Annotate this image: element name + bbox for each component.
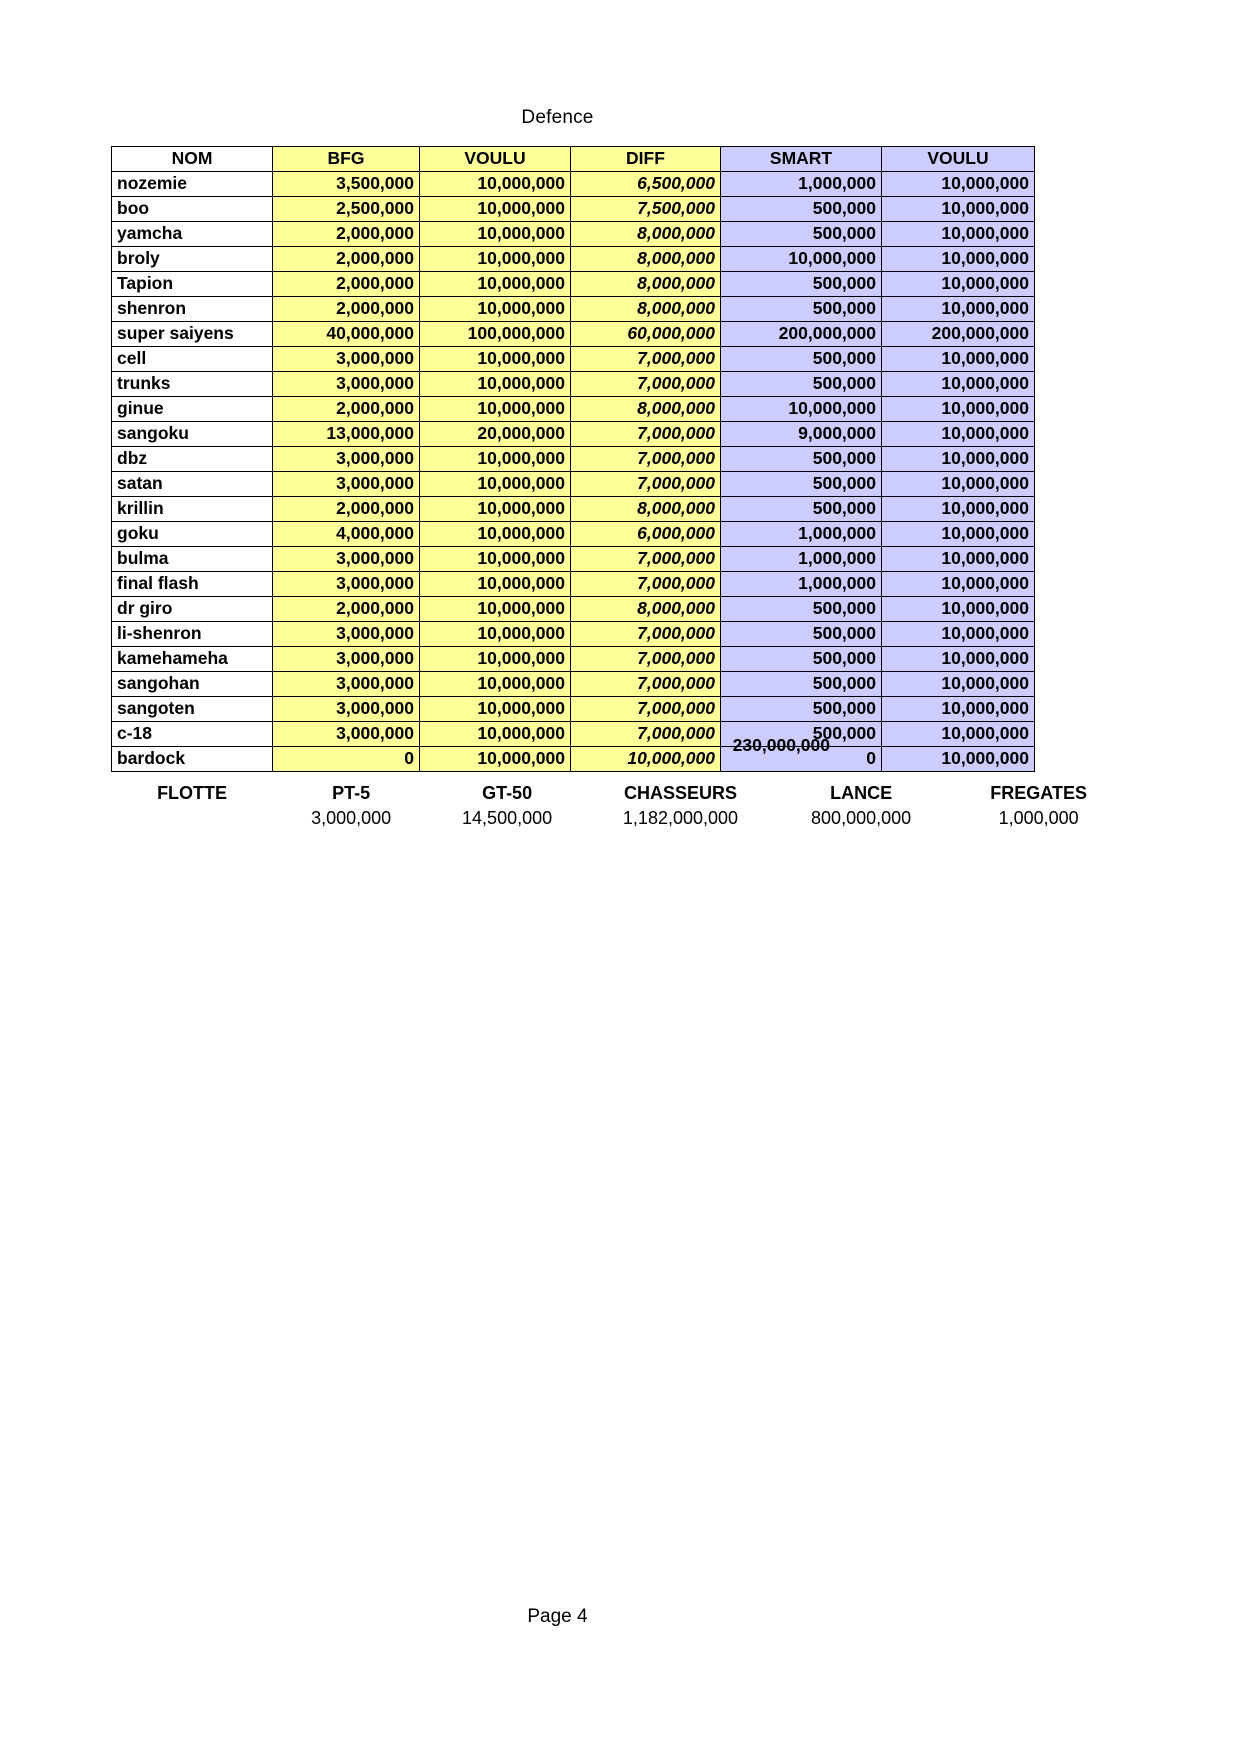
cell-smart: 500,000 bbox=[721, 647, 882, 672]
cell-voulu2: 10,000,000 bbox=[882, 597, 1035, 622]
cell-voulu2: 10,000,000 bbox=[882, 447, 1035, 472]
cell-voulu2: 10,000,000 bbox=[882, 247, 1035, 272]
cell-voulu2: 10,000,000 bbox=[882, 647, 1035, 672]
table-row bbox=[112, 622, 1035, 647]
flotte-value-pt5: 3,000,000 bbox=[311, 808, 392, 828]
cell-bfg: 3,000,000 bbox=[273, 547, 420, 572]
cell-voulu2: 10,000,000 bbox=[882, 297, 1035, 322]
table-row bbox=[112, 447, 1035, 472]
cell-smart: 1,000,000 bbox=[721, 547, 882, 572]
cell-diff: 7,500,000 bbox=[571, 197, 721, 222]
table-row bbox=[112, 222, 1035, 247]
cell-diff: 7,000,000 bbox=[571, 422, 721, 447]
cell-smart: 500,000 bbox=[721, 272, 882, 297]
table-row bbox=[112, 597, 1035, 622]
cell-nom: c-18 bbox=[112, 722, 273, 747]
cell-voulu2: 10,000,000 bbox=[882, 747, 1035, 772]
cell-smart: 500,000 bbox=[721, 297, 882, 322]
cell-smart: 1,000,000 bbox=[721, 172, 882, 197]
cell-voulu2: 10,000,000 bbox=[882, 622, 1035, 647]
cell-diff: 7,000,000 bbox=[571, 697, 721, 722]
cell-diff: 7,000,000 bbox=[571, 347, 721, 372]
defence-table bbox=[111, 146, 1035, 772]
column-header-voulu2: VOULU bbox=[882, 147, 1035, 172]
table-row bbox=[112, 697, 1035, 722]
cell-nom: kamehameha bbox=[112, 647, 273, 672]
flotte-value-lance: 800,000,000 bbox=[811, 808, 912, 828]
flotte-table bbox=[111, 780, 1131, 829]
cell-diff: 8,000,000 bbox=[571, 397, 721, 422]
cell-voulu: 10,000,000 bbox=[420, 397, 571, 422]
flotte-header-row bbox=[111, 780, 1131, 806]
cell-nom: dbz bbox=[112, 447, 273, 472]
cell-voulu: 10,000,000 bbox=[420, 722, 571, 747]
cell-voulu: 10,000,000 bbox=[420, 272, 571, 297]
cell-bfg: 2,000,000 bbox=[273, 497, 420, 522]
cell-diff: 7,000,000 bbox=[571, 447, 721, 472]
flotte-value-chasseurs: 1,182,000,000 bbox=[622, 808, 739, 828]
cell-nom: bulma bbox=[112, 547, 273, 572]
table-row bbox=[112, 347, 1035, 372]
cell-bfg: 2,000,000 bbox=[273, 297, 420, 322]
cell-smart: 500,000 bbox=[721, 197, 882, 222]
flotte-value-gt50: 14,500,000 bbox=[462, 808, 553, 828]
column-header-nom: NOM bbox=[112, 147, 273, 172]
cell-voulu: 10,000,000 bbox=[420, 347, 571, 372]
cell-nom: cell bbox=[112, 347, 273, 372]
cell-voulu2: 10,000,000 bbox=[882, 547, 1035, 572]
cell-bfg: 2,000,000 bbox=[273, 272, 420, 297]
cell-voulu: 10,000,000 bbox=[420, 372, 571, 397]
cell-voulu: 10,000,000 bbox=[420, 247, 571, 272]
cell-diff: 6,000,000 bbox=[571, 522, 721, 547]
header-row bbox=[112, 147, 1035, 172]
cell-bfg: 2,000,000 bbox=[273, 397, 420, 422]
cell-bfg: 3,000,000 bbox=[273, 447, 420, 472]
cell-nom: satan bbox=[112, 472, 273, 497]
cell-smart: 500,000 bbox=[721, 222, 882, 247]
cell-bfg: 3,000,000 bbox=[273, 622, 420, 647]
table-row bbox=[112, 247, 1035, 272]
cell-voulu: 10,000,000 bbox=[420, 597, 571, 622]
column-header-voulu: VOULU bbox=[420, 147, 571, 172]
flotte-header-pt5: PT-5 bbox=[332, 783, 371, 803]
cell-nom: broly bbox=[112, 247, 273, 272]
cell-diff: 8,000,000 bbox=[571, 297, 721, 322]
cell-diff: 8,000,000 bbox=[571, 222, 721, 247]
cell-bfg: 3,000,000 bbox=[273, 472, 420, 497]
cell-bfg: 3,000,000 bbox=[273, 647, 420, 672]
cell-voulu2: 10,000,000 bbox=[882, 522, 1035, 547]
cell-smart: 0 bbox=[721, 747, 882, 772]
cell-voulu: 10,000,000 bbox=[420, 672, 571, 697]
cell-smart: 200,000,000 bbox=[721, 322, 882, 347]
column-header-bfg: BFG bbox=[273, 147, 420, 172]
cell-diff: 7,000,000 bbox=[571, 647, 721, 672]
cell-smart: 500,000 bbox=[721, 722, 882, 747]
cell-voulu2: 10,000,000 bbox=[882, 472, 1035, 497]
cell-nom: nozemie bbox=[112, 172, 273, 197]
cell-voulu2: 10,000,000 bbox=[882, 347, 1035, 372]
cell-nom: final flash bbox=[112, 572, 273, 597]
cell-diff: 7,000,000 bbox=[571, 372, 721, 397]
cell-smart: 10,000,000 bbox=[721, 247, 882, 272]
cell-smart: 10,000,000 bbox=[721, 397, 882, 422]
cell-bfg: 0 bbox=[273, 747, 420, 772]
table-row bbox=[112, 647, 1035, 672]
cell-bfg: 3,000,000 bbox=[273, 672, 420, 697]
table-header bbox=[112, 147, 1035, 172]
cell-bfg: 3,000,000 bbox=[273, 347, 420, 372]
cell-voulu2: 10,000,000 bbox=[882, 722, 1035, 747]
table-row bbox=[112, 497, 1035, 522]
cell-nom: trunks bbox=[112, 372, 273, 397]
cell-diff: 8,000,000 bbox=[571, 247, 721, 272]
cell-bfg: 13,000,000 bbox=[273, 422, 420, 447]
cell-diff: 8,000,000 bbox=[571, 597, 721, 622]
cell-bfg: 3,000,000 bbox=[273, 722, 420, 747]
cell-diff: 7,000,000 bbox=[571, 622, 721, 647]
page-footer: Page 4 bbox=[527, 1606, 588, 1627]
cell-voulu2: 10,000,000 bbox=[882, 572, 1035, 597]
cell-bfg: 2,000,000 bbox=[273, 597, 420, 622]
cell-voulu: 10,000,000 bbox=[420, 522, 571, 547]
cell-nom: boo bbox=[112, 197, 273, 222]
cell-voulu2: 10,000,000 bbox=[882, 272, 1035, 297]
cell-voulu2: 10,000,000 bbox=[882, 197, 1035, 222]
table-row bbox=[112, 422, 1035, 447]
cell-nom: yamcha bbox=[112, 222, 273, 247]
cell-diff: 7,000,000 bbox=[571, 722, 721, 747]
cell-bfg: 4,000,000 bbox=[273, 522, 420, 547]
cell-diff: 7,000,000 bbox=[571, 672, 721, 697]
cell-bfg: 3,000,000 bbox=[273, 372, 420, 397]
cell-smart: 1,000,000 bbox=[721, 572, 882, 597]
cell-voulu: 10,000,000 bbox=[420, 222, 571, 247]
cell-diff: 7,000,000 bbox=[571, 572, 721, 597]
cell-voulu: 10,000,000 bbox=[420, 622, 571, 647]
cell-voulu: 10,000,000 bbox=[420, 472, 571, 497]
cell-nom: goku bbox=[112, 522, 273, 547]
table-row bbox=[112, 472, 1035, 497]
cell-voulu: 10,000,000 bbox=[420, 647, 571, 672]
cell-voulu2: 10,000,000 bbox=[882, 172, 1035, 197]
cell-diff: 8,000,000 bbox=[571, 497, 721, 522]
page-title: Defence bbox=[521, 107, 594, 128]
table-row bbox=[112, 547, 1035, 572]
cell-smart: 500,000 bbox=[721, 672, 882, 697]
cell-bfg: 3,500,000 bbox=[273, 172, 420, 197]
cell-nom: sangoten bbox=[112, 697, 273, 722]
cell-voulu: 10,000,000 bbox=[420, 447, 571, 472]
cell-nom: li-shenron bbox=[112, 622, 273, 647]
cell-nom: super saiyens bbox=[112, 322, 273, 347]
cell-smart: 9,000,000 bbox=[721, 422, 882, 447]
cell-bfg: 40,000,000 bbox=[273, 322, 420, 347]
flotte-header-chasseurs: CHASSEURS bbox=[623, 783, 737, 803]
table-row bbox=[112, 397, 1035, 422]
cell-diff: 8,000,000 bbox=[571, 272, 721, 297]
cell-voulu2: 10,000,000 bbox=[882, 397, 1035, 422]
cell-voulu2: 10,000,000 bbox=[882, 422, 1035, 447]
cell-smart: 500,000 bbox=[721, 597, 882, 622]
cell-smart: 500,000 bbox=[721, 347, 882, 372]
table-row bbox=[112, 297, 1035, 322]
cell-voulu2: 10,000,000 bbox=[882, 222, 1035, 247]
cell-voulu: 10,000,000 bbox=[420, 747, 571, 772]
table-row bbox=[112, 197, 1035, 222]
flotte-value-row bbox=[111, 806, 1131, 829]
cell-nom: sangoku bbox=[112, 422, 273, 447]
flotte-header-fregates: FREGATES bbox=[990, 783, 1087, 803]
cell-voulu2: 10,000,000 bbox=[882, 372, 1035, 397]
table-row bbox=[112, 372, 1035, 397]
cell-nom: dr giro bbox=[112, 597, 273, 622]
table-body bbox=[112, 172, 1035, 772]
cell-voulu2: 200,000,000 bbox=[882, 322, 1035, 347]
cell-bfg: 2,000,000 bbox=[273, 222, 420, 247]
cell-diff: 6,500,000 bbox=[571, 172, 721, 197]
cell-voulu: 10,000,000 bbox=[420, 172, 571, 197]
diff-total: 230,000,000 bbox=[732, 735, 830, 755]
cell-diff: 7,000,000 bbox=[571, 547, 721, 572]
cell-diff: 10,000,000 bbox=[571, 747, 721, 772]
column-header-smart: SMART bbox=[721, 147, 882, 172]
flotte-section bbox=[111, 780, 1131, 829]
cell-diff: 60,000,000 bbox=[571, 322, 721, 347]
cell-voulu: 100,000,000 bbox=[420, 322, 571, 347]
cell-smart: 500,000 bbox=[721, 497, 882, 522]
cell-voulu: 10,000,000 bbox=[420, 197, 571, 222]
flotte-header-lance: LANCE bbox=[830, 783, 893, 803]
cell-voulu: 20,000,000 bbox=[420, 422, 571, 447]
cell-smart: 1,000,000 bbox=[721, 522, 882, 547]
table-row bbox=[112, 172, 1035, 197]
cell-voulu: 10,000,000 bbox=[420, 547, 571, 572]
cell-nom: ginue bbox=[112, 397, 273, 422]
cell-smart: 500,000 bbox=[721, 447, 882, 472]
table-row bbox=[112, 522, 1035, 547]
cell-smart: 500,000 bbox=[721, 622, 882, 647]
cell-smart: 500,000 bbox=[721, 472, 882, 497]
cell-bfg: 3,000,000 bbox=[273, 697, 420, 722]
table-row bbox=[112, 322, 1035, 347]
flotte-value-fregates: 1,000,000 bbox=[998, 808, 1079, 828]
flotte-header-flotte: FLOTTE bbox=[157, 783, 228, 803]
cell-smart: 500,000 bbox=[721, 372, 882, 397]
cell-nom: bardock bbox=[112, 747, 273, 772]
cell-bfg: 2,500,000 bbox=[273, 197, 420, 222]
table-row bbox=[112, 572, 1035, 597]
cell-voulu: 10,000,000 bbox=[420, 297, 571, 322]
cell-smart: 500,000 bbox=[721, 697, 882, 722]
table-row bbox=[112, 272, 1035, 297]
column-header-diff: DIFF bbox=[571, 147, 721, 172]
cell-bfg: 3,000,000 bbox=[273, 572, 420, 597]
cell-nom: krillin bbox=[112, 497, 273, 522]
cell-voulu: 10,000,000 bbox=[420, 497, 571, 522]
cell-bfg: 2,000,000 bbox=[273, 247, 420, 272]
cell-voulu2: 10,000,000 bbox=[882, 697, 1035, 722]
cell-voulu2: 10,000,000 bbox=[882, 497, 1035, 522]
cell-voulu2: 10,000,000 bbox=[882, 672, 1035, 697]
cell-voulu: 10,000,000 bbox=[420, 572, 571, 597]
flotte-value-flotte bbox=[111, 806, 273, 829]
cell-nom: shenron bbox=[112, 297, 273, 322]
cell-nom: Tapion bbox=[112, 272, 273, 297]
cell-diff: 7,000,000 bbox=[571, 472, 721, 497]
cell-nom: sangohan bbox=[112, 672, 273, 697]
flotte-header-gt50: GT-50 bbox=[482, 783, 533, 803]
cell-voulu: 10,000,000 bbox=[420, 697, 571, 722]
table-row bbox=[112, 672, 1035, 697]
